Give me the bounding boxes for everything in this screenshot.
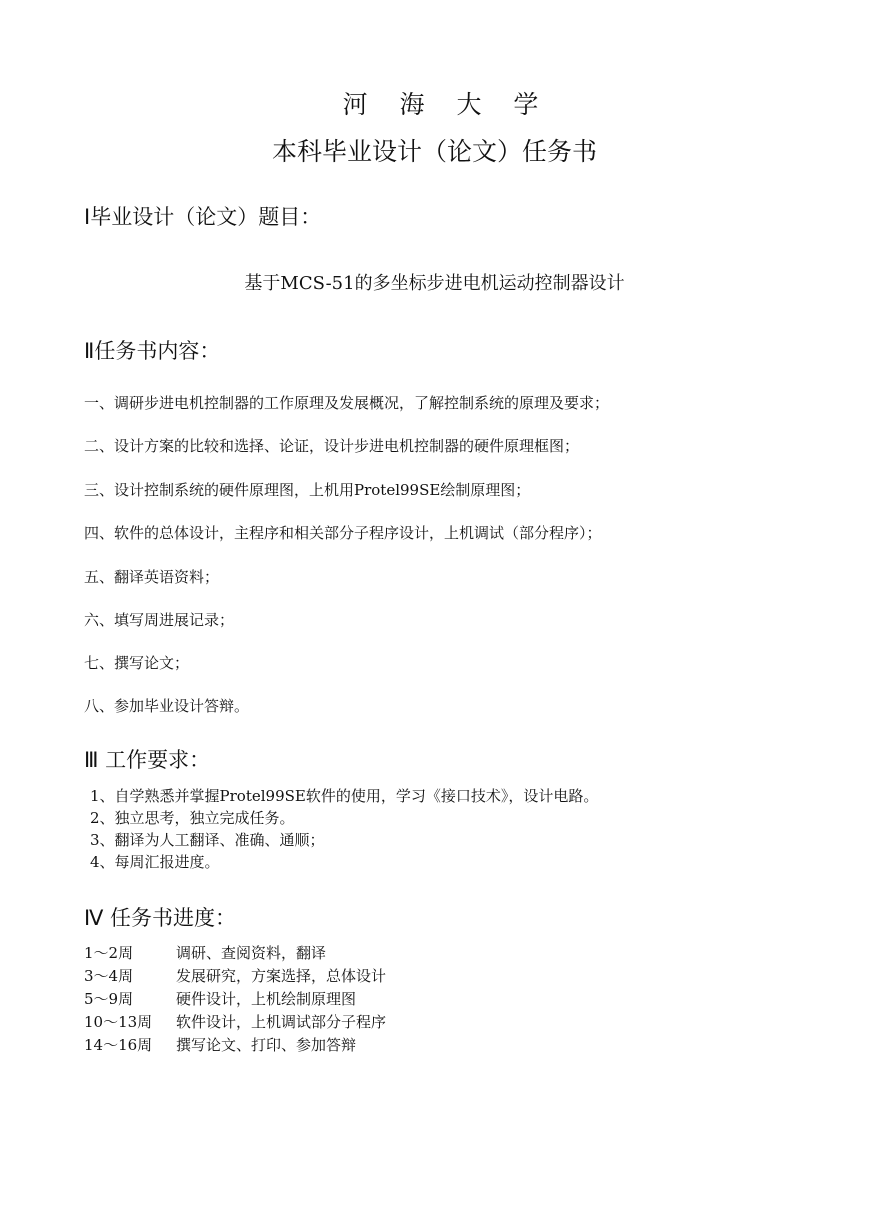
schedule-weeks: 14～16周 [84, 1036, 153, 1054]
section4-heading: Ⅳ 任务书进度： [84, 906, 237, 930]
requirement-item: 4、每周汇报进度。 [90, 853, 220, 871]
schedule-task: 撰写论文、打印、参加答辩 [176, 1036, 357, 1054]
task-item: 八、参加毕业设计答辩。 [84, 697, 250, 715]
schedule-task: 软件设计，上机调试部分子程序 [176, 1013, 387, 1031]
requirement-item: 3、翻译为人工翻译、准确、通顺； [90, 831, 325, 849]
university-name: 河 海 大 学 [342, 90, 551, 119]
task-item: 七、撰写论文； [84, 654, 190, 672]
requirement-item: 1、自学熟悉并掌握Protel99SE软件的使用，学习《接口技术》，设计电路。 [90, 787, 599, 805]
schedule-weeks: 10～13周 [84, 1013, 153, 1031]
task-item: 四、软件的总体设计，主程序和相关部分子程序设计，上机调试（部分程序）； [84, 524, 602, 542]
task-item: 二、设计方案的比较和选择、论证，设计步进电机控制器的硬件原理框图； [84, 437, 580, 455]
task-item: 三、设计控制系统的硬件原理图，上机用Protel99SE绘制原理图； [84, 481, 531, 499]
schedule-task: 调研、查阅资料，翻译 [176, 944, 327, 962]
thesis-topic: 基于MCS-51的多坐标步进电机运动控制器设计 [244, 273, 625, 294]
schedule-task: 发展研究，方案选择，总体设计 [176, 967, 387, 985]
schedule-row [84, 965, 386, 988]
section2-heading: Ⅱ任务书内容： [84, 339, 221, 363]
task-item: 一、调研步进电机控制器的工作原理及发展概况，了解控制系统的原理及要求； [84, 394, 610, 412]
task-item: 六、填写周进展记录； [84, 611, 235, 629]
schedule-weeks: 3～4周 [84, 967, 134, 985]
schedule-row [84, 942, 326, 965]
schedule-weeks: 5～9周 [84, 990, 134, 1008]
schedule-task: 硬件设计，上机绘制原理图 [176, 990, 357, 1008]
schedule-row [84, 1034, 356, 1057]
schedule-weeks: 1～2周 [84, 944, 134, 962]
requirement-item: 2、独立思考，独立完成任务。 [90, 809, 295, 827]
section1-heading: Ⅰ毕业设计（论文）题目： [84, 205, 322, 229]
task-item: 五、翻译英语资料； [84, 568, 220, 586]
schedule-row [84, 1011, 386, 1034]
document-title: 本科毕业设计（论文）任务书 [271, 137, 597, 166]
section3-heading: Ⅲ 工作要求： [84, 748, 211, 772]
schedule-row [84, 988, 356, 1011]
